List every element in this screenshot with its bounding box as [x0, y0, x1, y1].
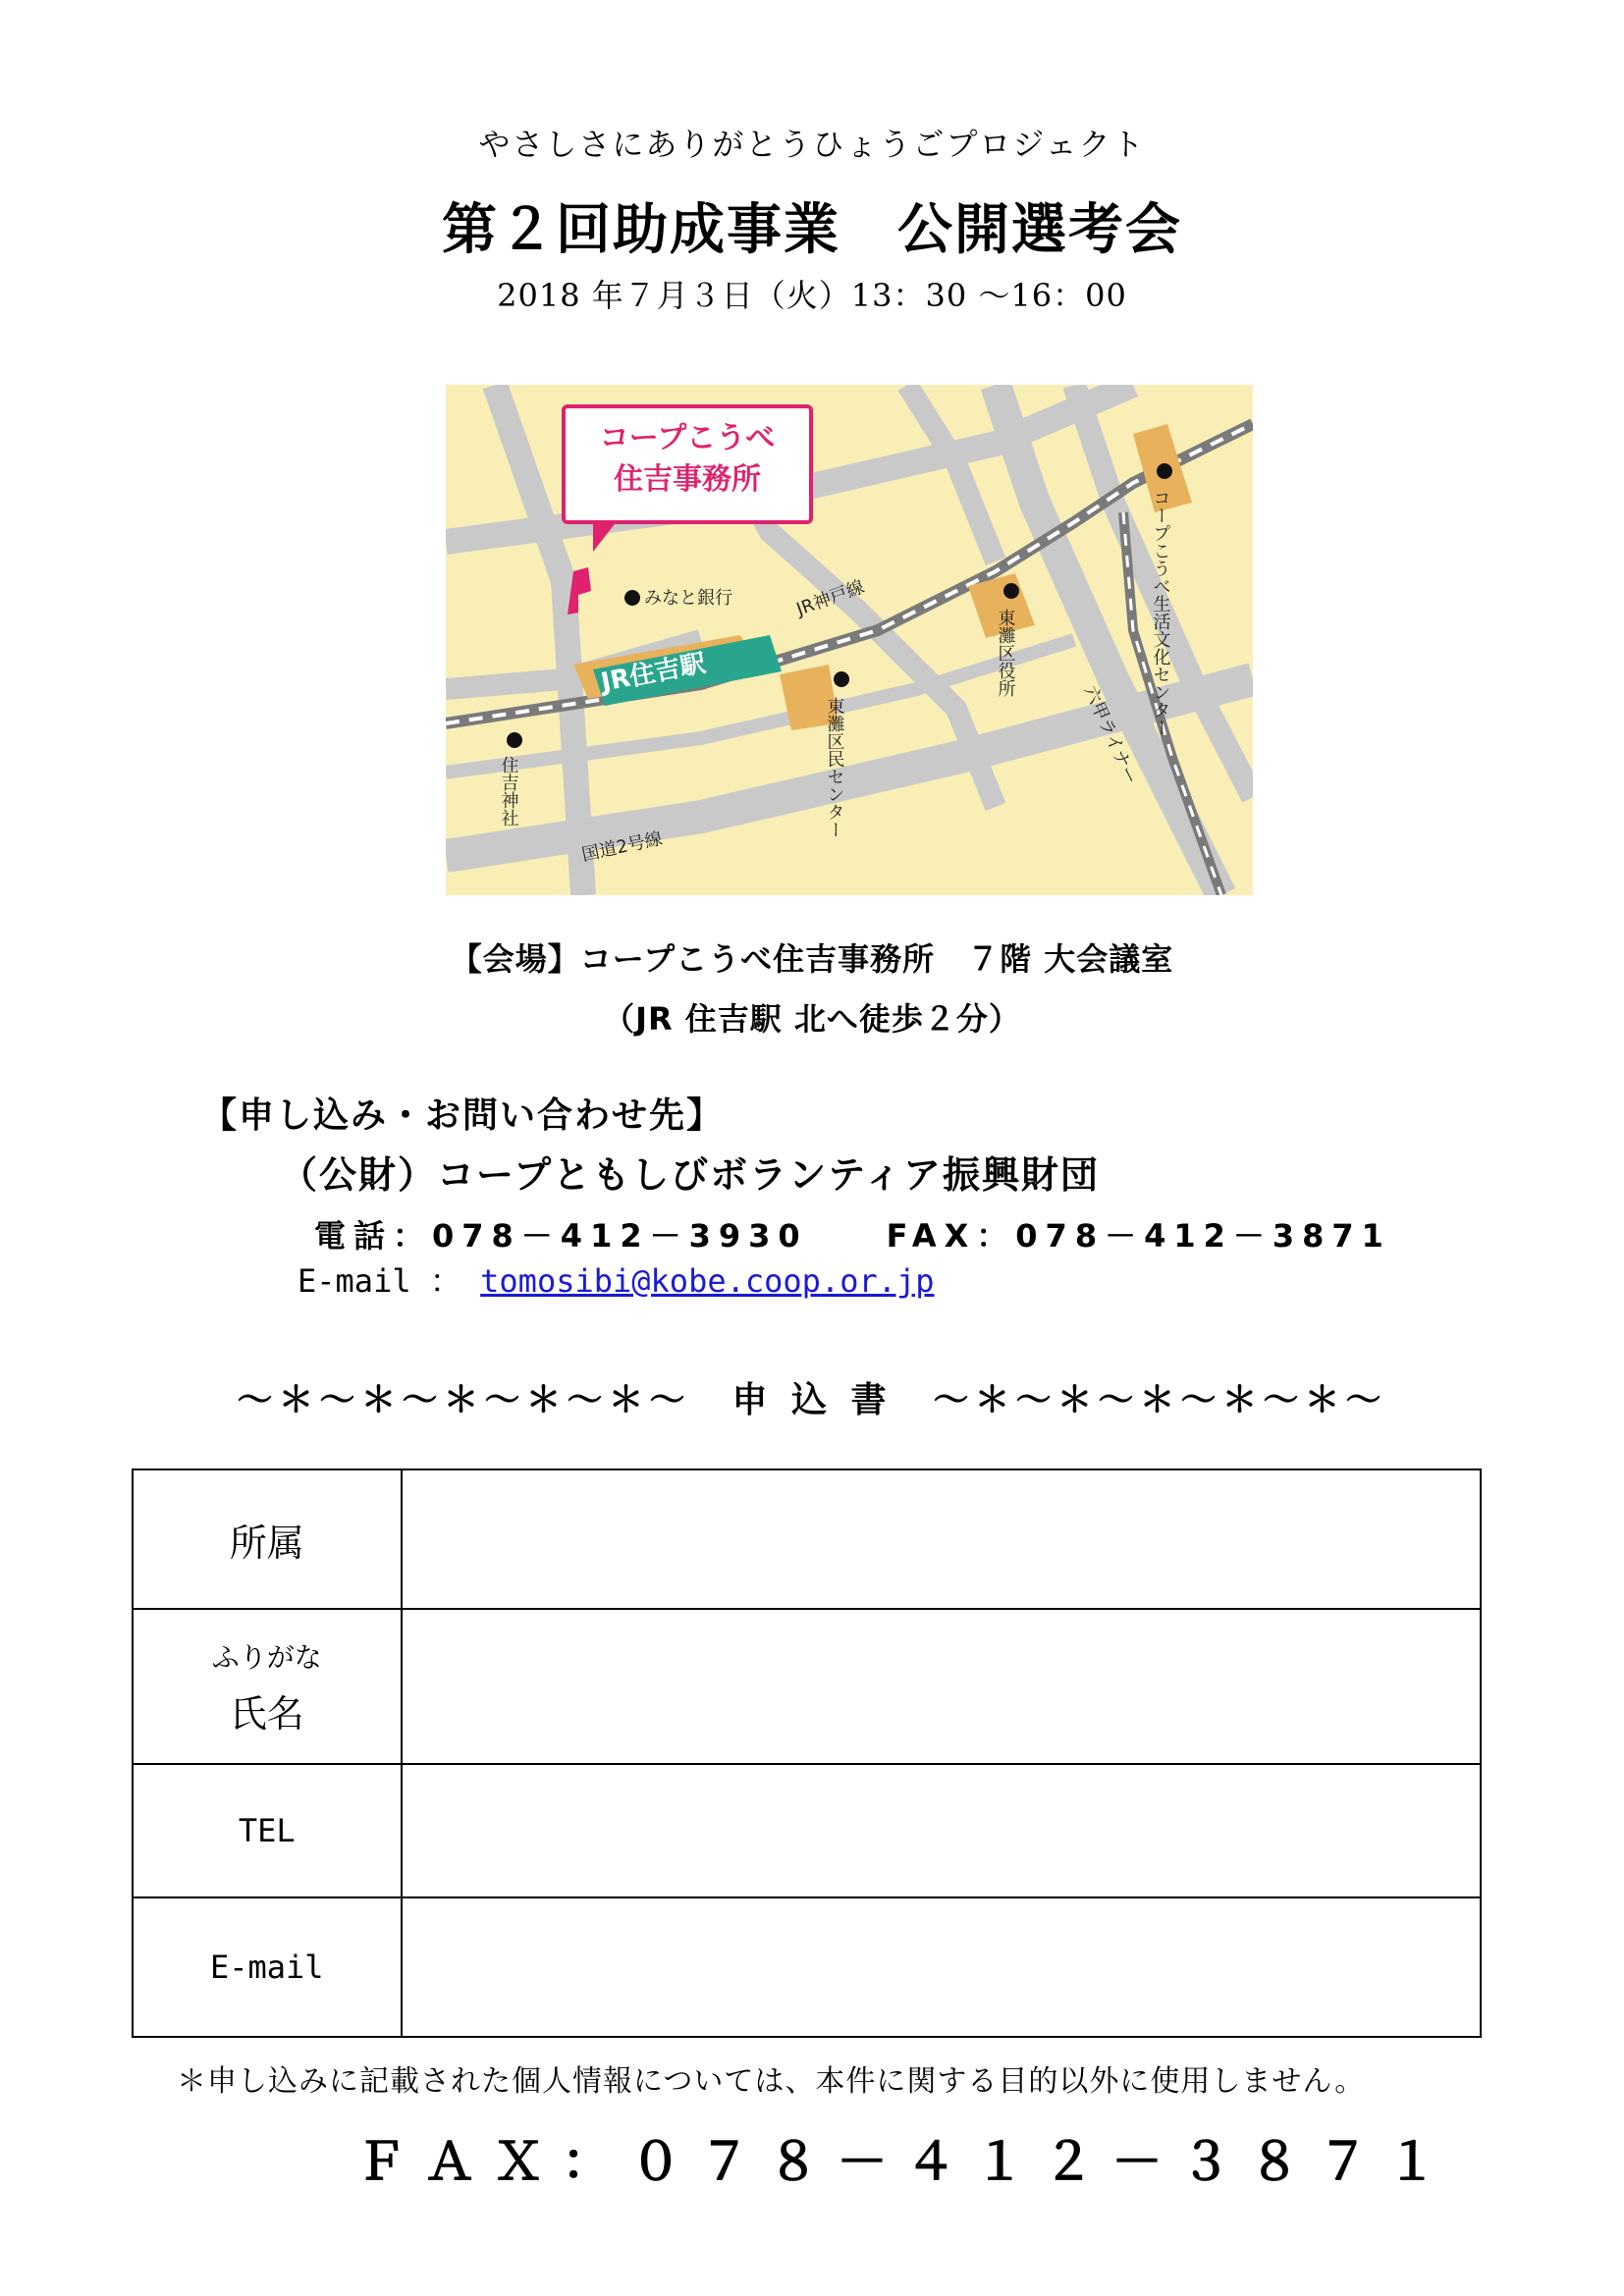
form-row-tel	[133, 1764, 1481, 1897]
civic-center-label: 東灘区民センター	[824, 697, 845, 838]
venue-line: 【会場】コープこうべ住吉事務所 ７階 大会議室	[450, 940, 1174, 978]
affiliation-label: 所属	[229, 1521, 304, 1565]
tel-label: TEL	[238, 1812, 296, 1849]
name-field[interactable]	[402, 1609, 1481, 1764]
contact-heading: 【申し込み・お問い合わせ先】	[201, 1095, 725, 1136]
shrine-label: 住吉神社	[498, 756, 519, 827]
map-graphic	[446, 385, 1253, 895]
ward-office-label: 東灘区役所	[995, 609, 1016, 697]
form-row-affiliation	[133, 1469, 1481, 1609]
organization-name: （公財）コープともしびボランティア振興財団	[280, 1153, 1101, 1197]
name-label-cell	[133, 1609, 402, 1764]
furigana-label: ふりがな	[211, 1640, 322, 1674]
event-datetime: 2018 年７月３日（火）13：30 ～16：00	[497, 277, 1127, 314]
fax-number: ＦＡＸ：０７８－４１２－３８７１	[355, 2133, 1456, 2192]
callout-line2: 住吉事務所	[614, 462, 761, 497]
tel-label-cell	[133, 1764, 402, 1897]
privacy-note: ＊申し込みに記載された個人情報については、本件に関する目的以外に使用しません。	[177, 2064, 1366, 2099]
venue-callout	[564, 406, 811, 614]
callout-line1: コープこうべ	[599, 421, 776, 455]
email-line	[298, 1256, 935, 1302]
name-label: 氏名	[229, 1691, 304, 1735]
route2-label: 国道2号線	[579, 828, 665, 866]
form-email-label: E-mail	[209, 1949, 324, 1986]
access-map	[446, 385, 1253, 895]
form-row-email	[133, 1897, 1481, 2037]
rokko-liner-label: 六甲ライナー	[1079, 682, 1142, 788]
email-label-cell	[133, 1897, 402, 2037]
phone-fax-line: 電話：078－412－3930 FAX：078－412－3871	[314, 1217, 1391, 1255]
email-field[interactable]	[402, 1897, 1481, 2037]
email-label: E-mail ：	[298, 1262, 481, 1300]
venue-directions: （JR 住吉駅 北へ徒歩２分）	[603, 1000, 1021, 1038]
form-divider: ～＊～＊～＊～＊～＊～ 申 込 書 ～＊～＊～＊～＊～＊～	[237, 1380, 1387, 1420]
affiliation-field[interactable]	[402, 1469, 1481, 1609]
affiliation-label-cell	[133, 1469, 402, 1609]
event-title: 第２回助成事業 公開選考会	[442, 198, 1182, 262]
email-link[interactable]: tomosibi@kobe.coop.or.jp	[480, 1262, 935, 1300]
application-form	[132, 1468, 1482, 2038]
project-subtitle: やさしさにありがとうひょうごプロジェクト	[478, 126, 1146, 163]
tel-field[interactable]	[402, 1764, 1481, 1897]
life-culture-label: コープこうべ生活文化センター	[1150, 489, 1171, 736]
jr-line-label: JR神戸線	[793, 576, 868, 620]
form-row-name	[133, 1609, 1481, 1764]
bank-label: みなと銀行	[644, 588, 732, 609]
station-label: JR住吉駅	[598, 648, 709, 698]
